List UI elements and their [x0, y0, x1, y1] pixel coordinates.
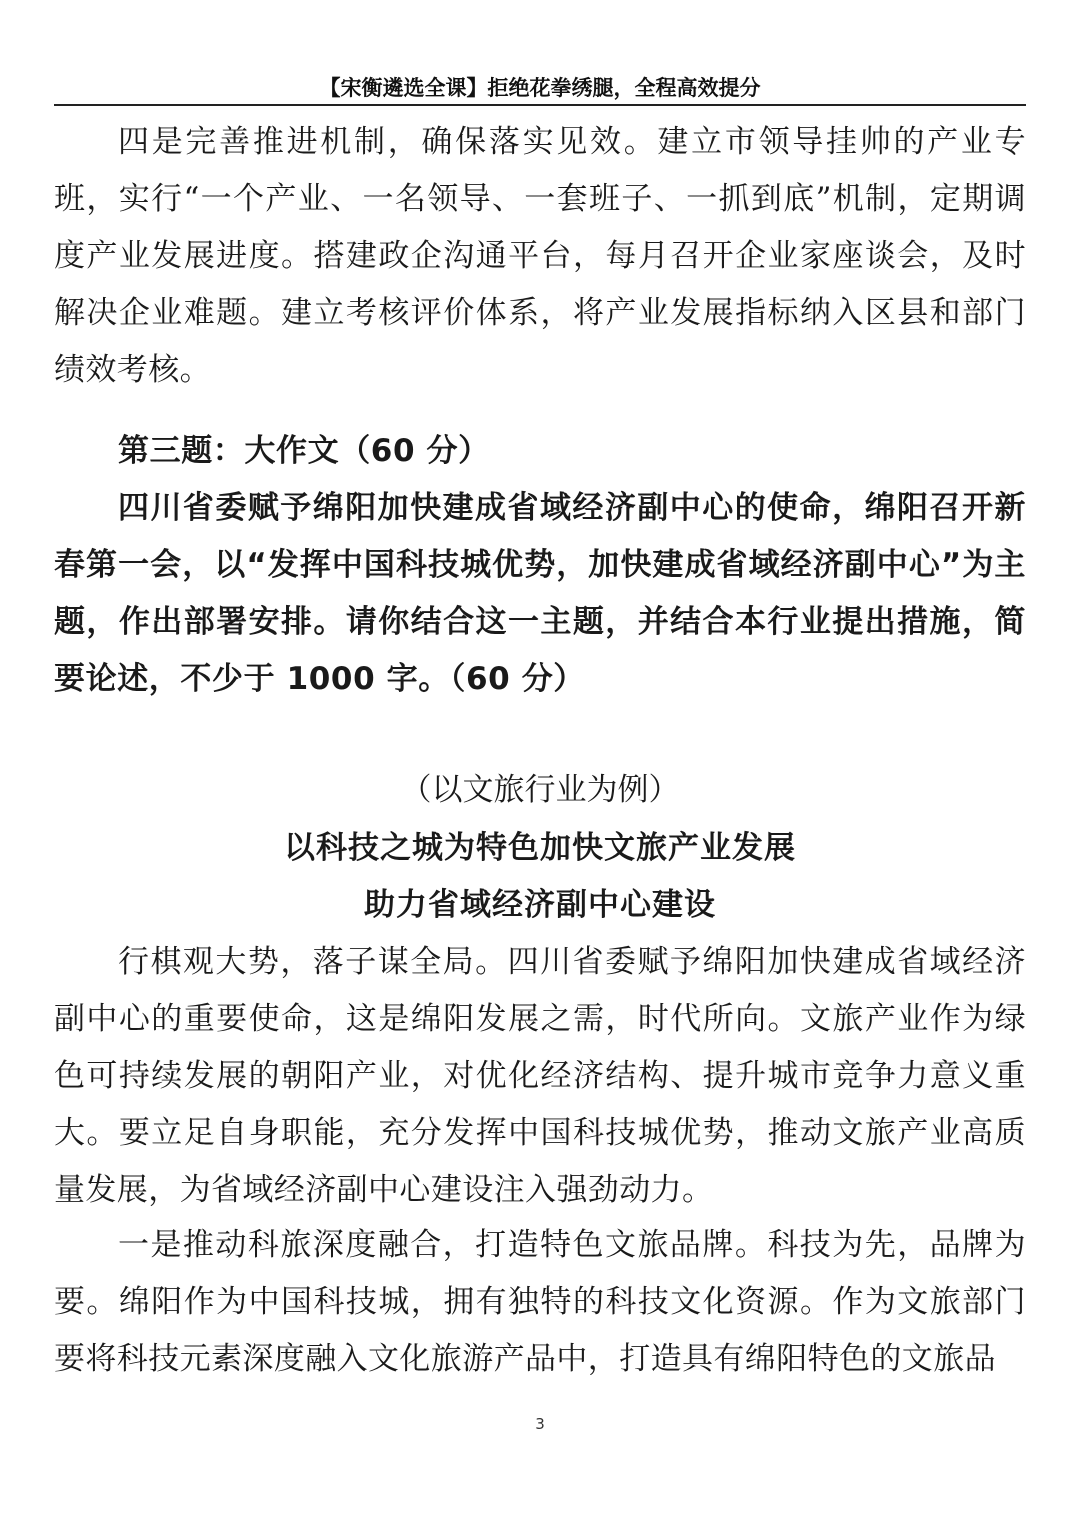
paragraph-mechanism: 四是完善推进机制，确保落实见效。建立市领导挂帅的产业专班，实行“一个产业、一名领导、一套班子、一抓到底”机制，定期调度产业发展进度。搭建政企沟通平台，每月召开企业家座谈会，及时解决企业难题。建立考核评价体系，将产业发展指标纳入区县和部门绩效考核。 [54, 124, 1026, 388]
question-heading: 第三题：大作文（60 分） [118, 433, 490, 469]
header-divider [54, 104, 1026, 106]
essay-point-one-paragraph: 一是推动科旅深度融合，打造特色文旅品牌。科技为先，品牌为要。绵阳作为中国科技城，拥有独特的科技文化资源。作为文旅部门要将科技元素深度融入文化旅游产品中，打造具有绵阳特色的文旅品 [54, 1227, 1026, 1377]
example-note: （以文旅行业为例） [400, 772, 680, 808]
essay-title-line-1: 以科技之城为特色加快文旅产业发展 [284, 830, 796, 866]
document-header: 【宋衡遴选全课】拒绝花拳绣腿，全程高效提分 [319, 76, 761, 100]
question-body: 四川省委赋予绵阳加快建成省域经济副中心的使命，绵阳召开新春第一会，以“发挥中国科技城优势，加快建成省域经济副中心”为主题，作出部署安排。请你结合这一主题，并结合本行业提出措施，简要论述，不少于 1000 字。（60 分） [54, 490, 1026, 697]
essay-title-line-2: 助力省域经济副中心建设 [364, 887, 716, 923]
essay-intro-paragraph: 行棋观大势，落子谋全局。四川省委赋予绵阳加快建成省域经济副中心的重要使命，这是绵阳发展之需，时代所向。文旅产业作为绿色可持续发展的朝阳产业，对优化经济结构、提升城市竞争力意义重大。要立足自身职能，充分发挥中国科技城优势，推动文旅产业高质量发展，为省域经济副中心建设注入强劲动力。 [54, 944, 1026, 1208]
page-number: 3 [535, 1415, 545, 1433]
